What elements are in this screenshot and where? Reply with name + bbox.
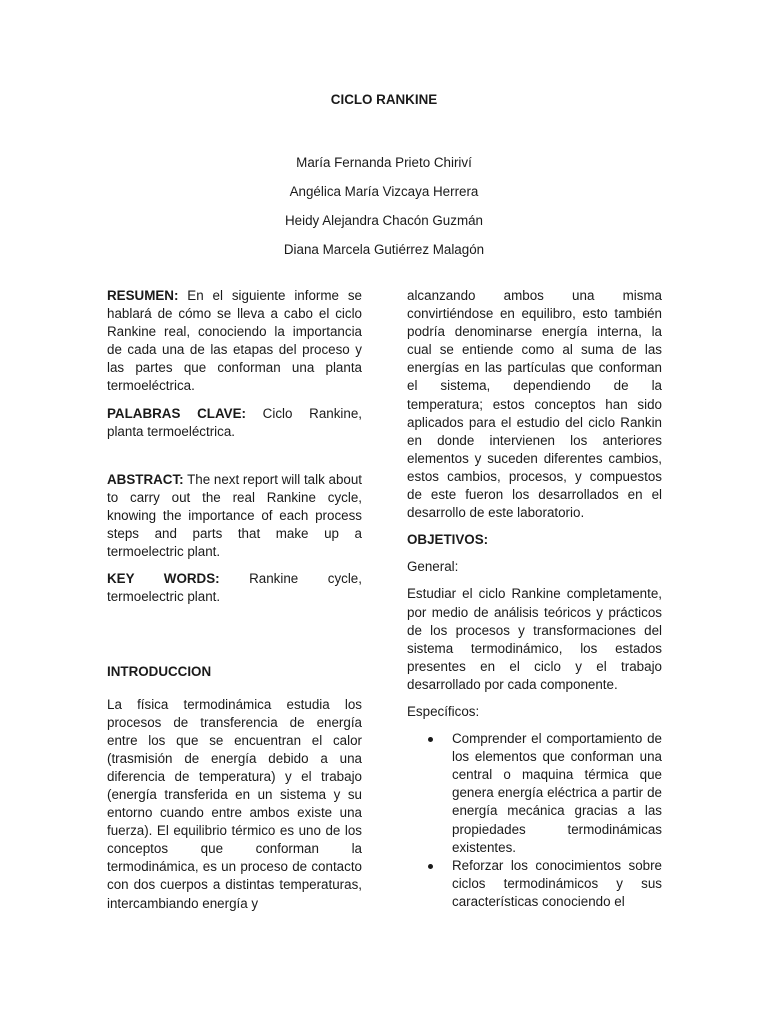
list-item (407, 857, 662, 911)
key-words-paragraph (107, 570, 362, 606)
bullet-icon (428, 864, 433, 869)
resumen-paragraph (107, 287, 362, 396)
document-title: CICLO RANKINE (330, 92, 438, 107)
bullet-icon (428, 737, 433, 742)
author-name: Angélica María Vizcaya Herrera (289, 184, 479, 199)
list-item (407, 730, 662, 857)
continuation-text: alcanzando ambos una misma convirtiéndose en equilibro, esto también podría denominarse energía interna, la cual se entiende como al suma de las energías en las partículas que conforman el sistema, dependiendo de la temperatura; estos conceptos han sido aplicados para el estudio del ciclo Rankin en donde intervienen los anteriores elementos y suceden diferentes cambios, estos cambios, procesos, y compuestos de este fueron los desarrollados en el desarrollo de este laboratorio. (407, 288, 662, 521)
especificos-list (407, 730, 662, 911)
abstract-label: ABSTRACT: (107, 471, 184, 487)
palabras-clave-text: Ciclo Rankine, planta termoeléctrica. (107, 405, 363, 439)
abstract-text: The next report will talk about to carry out the real Rankine cycle, knowing the importance of each process steps and parts that make up a termoelectric plant. (107, 471, 363, 560)
especificos-label: Específicos: (407, 703, 480, 719)
author-list (0, 148, 768, 264)
author-name: Heidy Alejandra Chacón Guzmán (285, 213, 483, 228)
author-name: María Fernanda Prieto Chiriví (296, 155, 472, 170)
objetivos-heading: OBJETIVOS: (407, 532, 489, 548)
palabras-clave-paragraph (107, 405, 362, 441)
general-label: General: (407, 559, 459, 575)
introduccion-heading: INTRODUCCION (107, 664, 212, 680)
left-column (107, 287, 362, 913)
abstract-paragraph (107, 471, 362, 561)
right-column (407, 287, 662, 911)
resumen-label: RESUMEN: (107, 288, 179, 303)
palabras-clave-label: PALABRAS CLAVE: (107, 405, 246, 421)
general-text: Estudiar el ciclo Rankine completamente, por medio de análisis teóricos y prácticos de los procesos y transformaciones del sistema termodinámico, los estados presentes en el ciclo y el trabajo desarrollado por cada componente. (407, 586, 662, 692)
resumen-text: En el siguiente informe se hablará de cómo se lleva a cabo el ciclo Rankine real, conociendo la importancia de cada una de las etapas del proceso y las partes que conforman una planta termoeléctrica. (107, 288, 362, 394)
key-words-label: KEY WORDS: (107, 571, 220, 587)
introduccion-text: La física termodinámica estudia los procesos de transferencia de energía entre los que se encuentran el calor (trasmisión de energía debido a una diferencia de temperatura) y el trabajo (energía transferida en un sistema y su entorno cuando entre ambos existe una fuerza). El equilibrio térmico es uno de los conceptos que conforman la termodinámica, es un proceso de contacto con dos cuerpos a distintas temperaturas, intercambiando energía y (107, 696, 362, 911)
key-words-text: Rankine cycle, termoelectric plant. (107, 571, 362, 605)
list-item-text: Comprender el comportamiento de los elementos que conforman una central o maquina térmica que genera energía eléctrica a partir de energía mecánica gracias a las propiedades termodinámicas existentes. (452, 731, 662, 855)
author-name: Diana Marcela Gutiérrez Malagón (283, 242, 485, 257)
list-item-text: Reforzar los conocimientos sobre ciclos termodinámicos y sus características conociendo el (452, 857, 662, 909)
